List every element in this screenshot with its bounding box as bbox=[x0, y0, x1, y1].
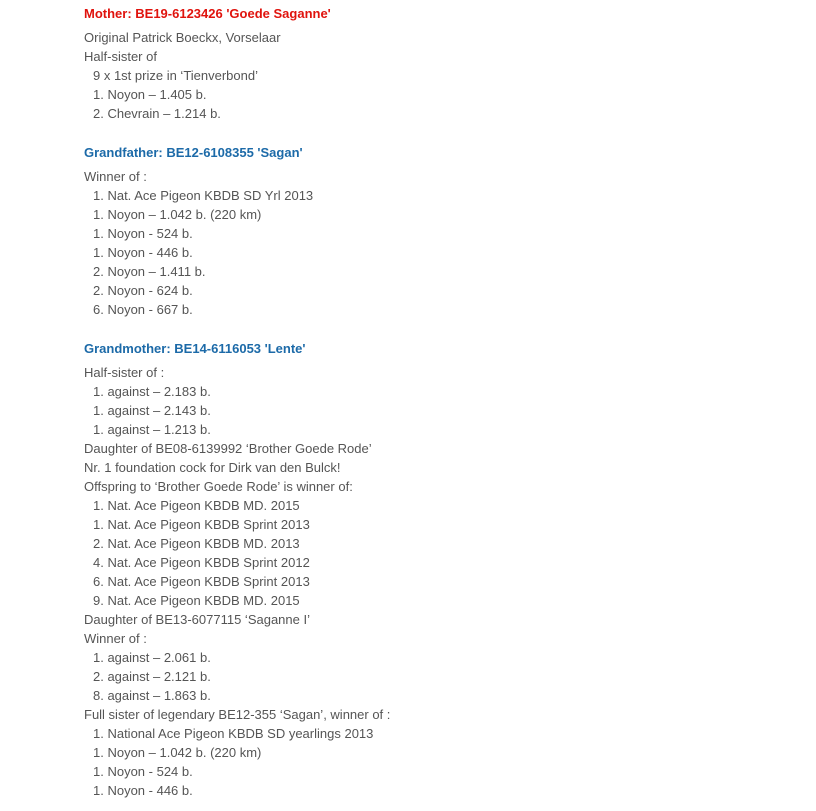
description-line: Full sister of legendary BE12-355 ‘Sagan’, winner of : bbox=[84, 707, 391, 722]
result-line: 6. Noyon - 667 b. bbox=[93, 302, 193, 317]
section-heading: Grandfather: BE12-6108355 'Sagan' bbox=[84, 145, 303, 160]
pedigree-section bbox=[84, 4, 784, 123]
result-line: 1. Nat. Ace Pigeon KBDB MD. 2015 bbox=[93, 498, 300, 513]
result-line: 1. against – 2.143 b. bbox=[93, 403, 211, 418]
description-line: Nr. 1 foundation cock for Dirk van den Bulck! bbox=[84, 460, 341, 475]
result-line: 6. Nat. Ace Pigeon KBDB Sprint 2013 bbox=[93, 574, 310, 589]
description-line: Winner of : bbox=[84, 631, 147, 646]
result-line: 2. Noyon - 624 b. bbox=[93, 283, 193, 298]
result-line: 8. against – 1.863 b. bbox=[93, 688, 211, 703]
description-line: Half-sister of bbox=[84, 49, 157, 64]
description-line: Original Patrick Boeckx, Vorselaar bbox=[84, 30, 281, 45]
description-line: Daughter of BE13-6077115 ‘Saganne I’ bbox=[84, 612, 310, 627]
result-line: 9 x 1st prize in ‘Tienverbond’ bbox=[93, 68, 258, 83]
result-line: 2. Nat. Ace Pigeon KBDB MD. 2013 bbox=[93, 536, 300, 551]
result-line: 1. Noyon – 1.042 b. (220 km) bbox=[93, 745, 262, 760]
result-line: 1. Nat. Ace Pigeon KBDB SD Yrl 2013 bbox=[93, 188, 314, 203]
result-line: 1. Noyon - 446 b. bbox=[93, 245, 193, 260]
description-line: Winner of : bbox=[84, 169, 147, 184]
result-line: 1. Noyon - 524 b. bbox=[93, 226, 193, 241]
result-line: 1. against – 2.061 b. bbox=[93, 650, 211, 665]
result-line: 1. National Ace Pigeon KBDB SD yearlings 2013 bbox=[93, 726, 374, 741]
result-line: 1. Nat. Ace Pigeon KBDB Sprint 2013 bbox=[93, 517, 310, 532]
result-line: 1. Noyon – 1.042 b. (220 km) bbox=[93, 207, 262, 222]
result-line: 1. Noyon - 524 b. bbox=[93, 764, 193, 779]
pedigree-section bbox=[84, 339, 784, 800]
result-line: 1. Noyon - 446 b. bbox=[93, 783, 193, 798]
result-line: 2. against – 2.121 b. bbox=[93, 669, 211, 684]
description-line: Offspring to ‘Brother Goede Rode’ is winner of: bbox=[84, 479, 353, 494]
section-heading: Mother: BE19-6123426 'Goede Saganne' bbox=[84, 6, 331, 21]
result-line: 4. Nat. Ace Pigeon KBDB Sprint 2012 bbox=[93, 555, 310, 570]
section-spacer bbox=[84, 319, 784, 339]
section-spacer bbox=[84, 123, 784, 143]
result-line: 1. against – 2.183 b. bbox=[93, 384, 211, 399]
pedigree-section bbox=[84, 143, 784, 319]
pedigree-content bbox=[84, 4, 784, 800]
section-heading: Grandmother: BE14-6116053 'Lente' bbox=[84, 341, 306, 356]
result-line: 2. Chevrain – 1.214 b. bbox=[93, 106, 221, 121]
result-line: 2. Noyon – 1.411 b. bbox=[93, 264, 206, 279]
description-line: Half-sister of : bbox=[84, 365, 165, 380]
result-line: 1. against – 1.213 b. bbox=[93, 422, 211, 437]
result-line: 9. Nat. Ace Pigeon KBDB MD. 2015 bbox=[93, 593, 300, 608]
result-line: 1. Noyon – 1.405 b. bbox=[93, 87, 207, 102]
description-line: Daughter of BE08-6139992 ‘Brother Goede Rode’ bbox=[84, 441, 372, 456]
